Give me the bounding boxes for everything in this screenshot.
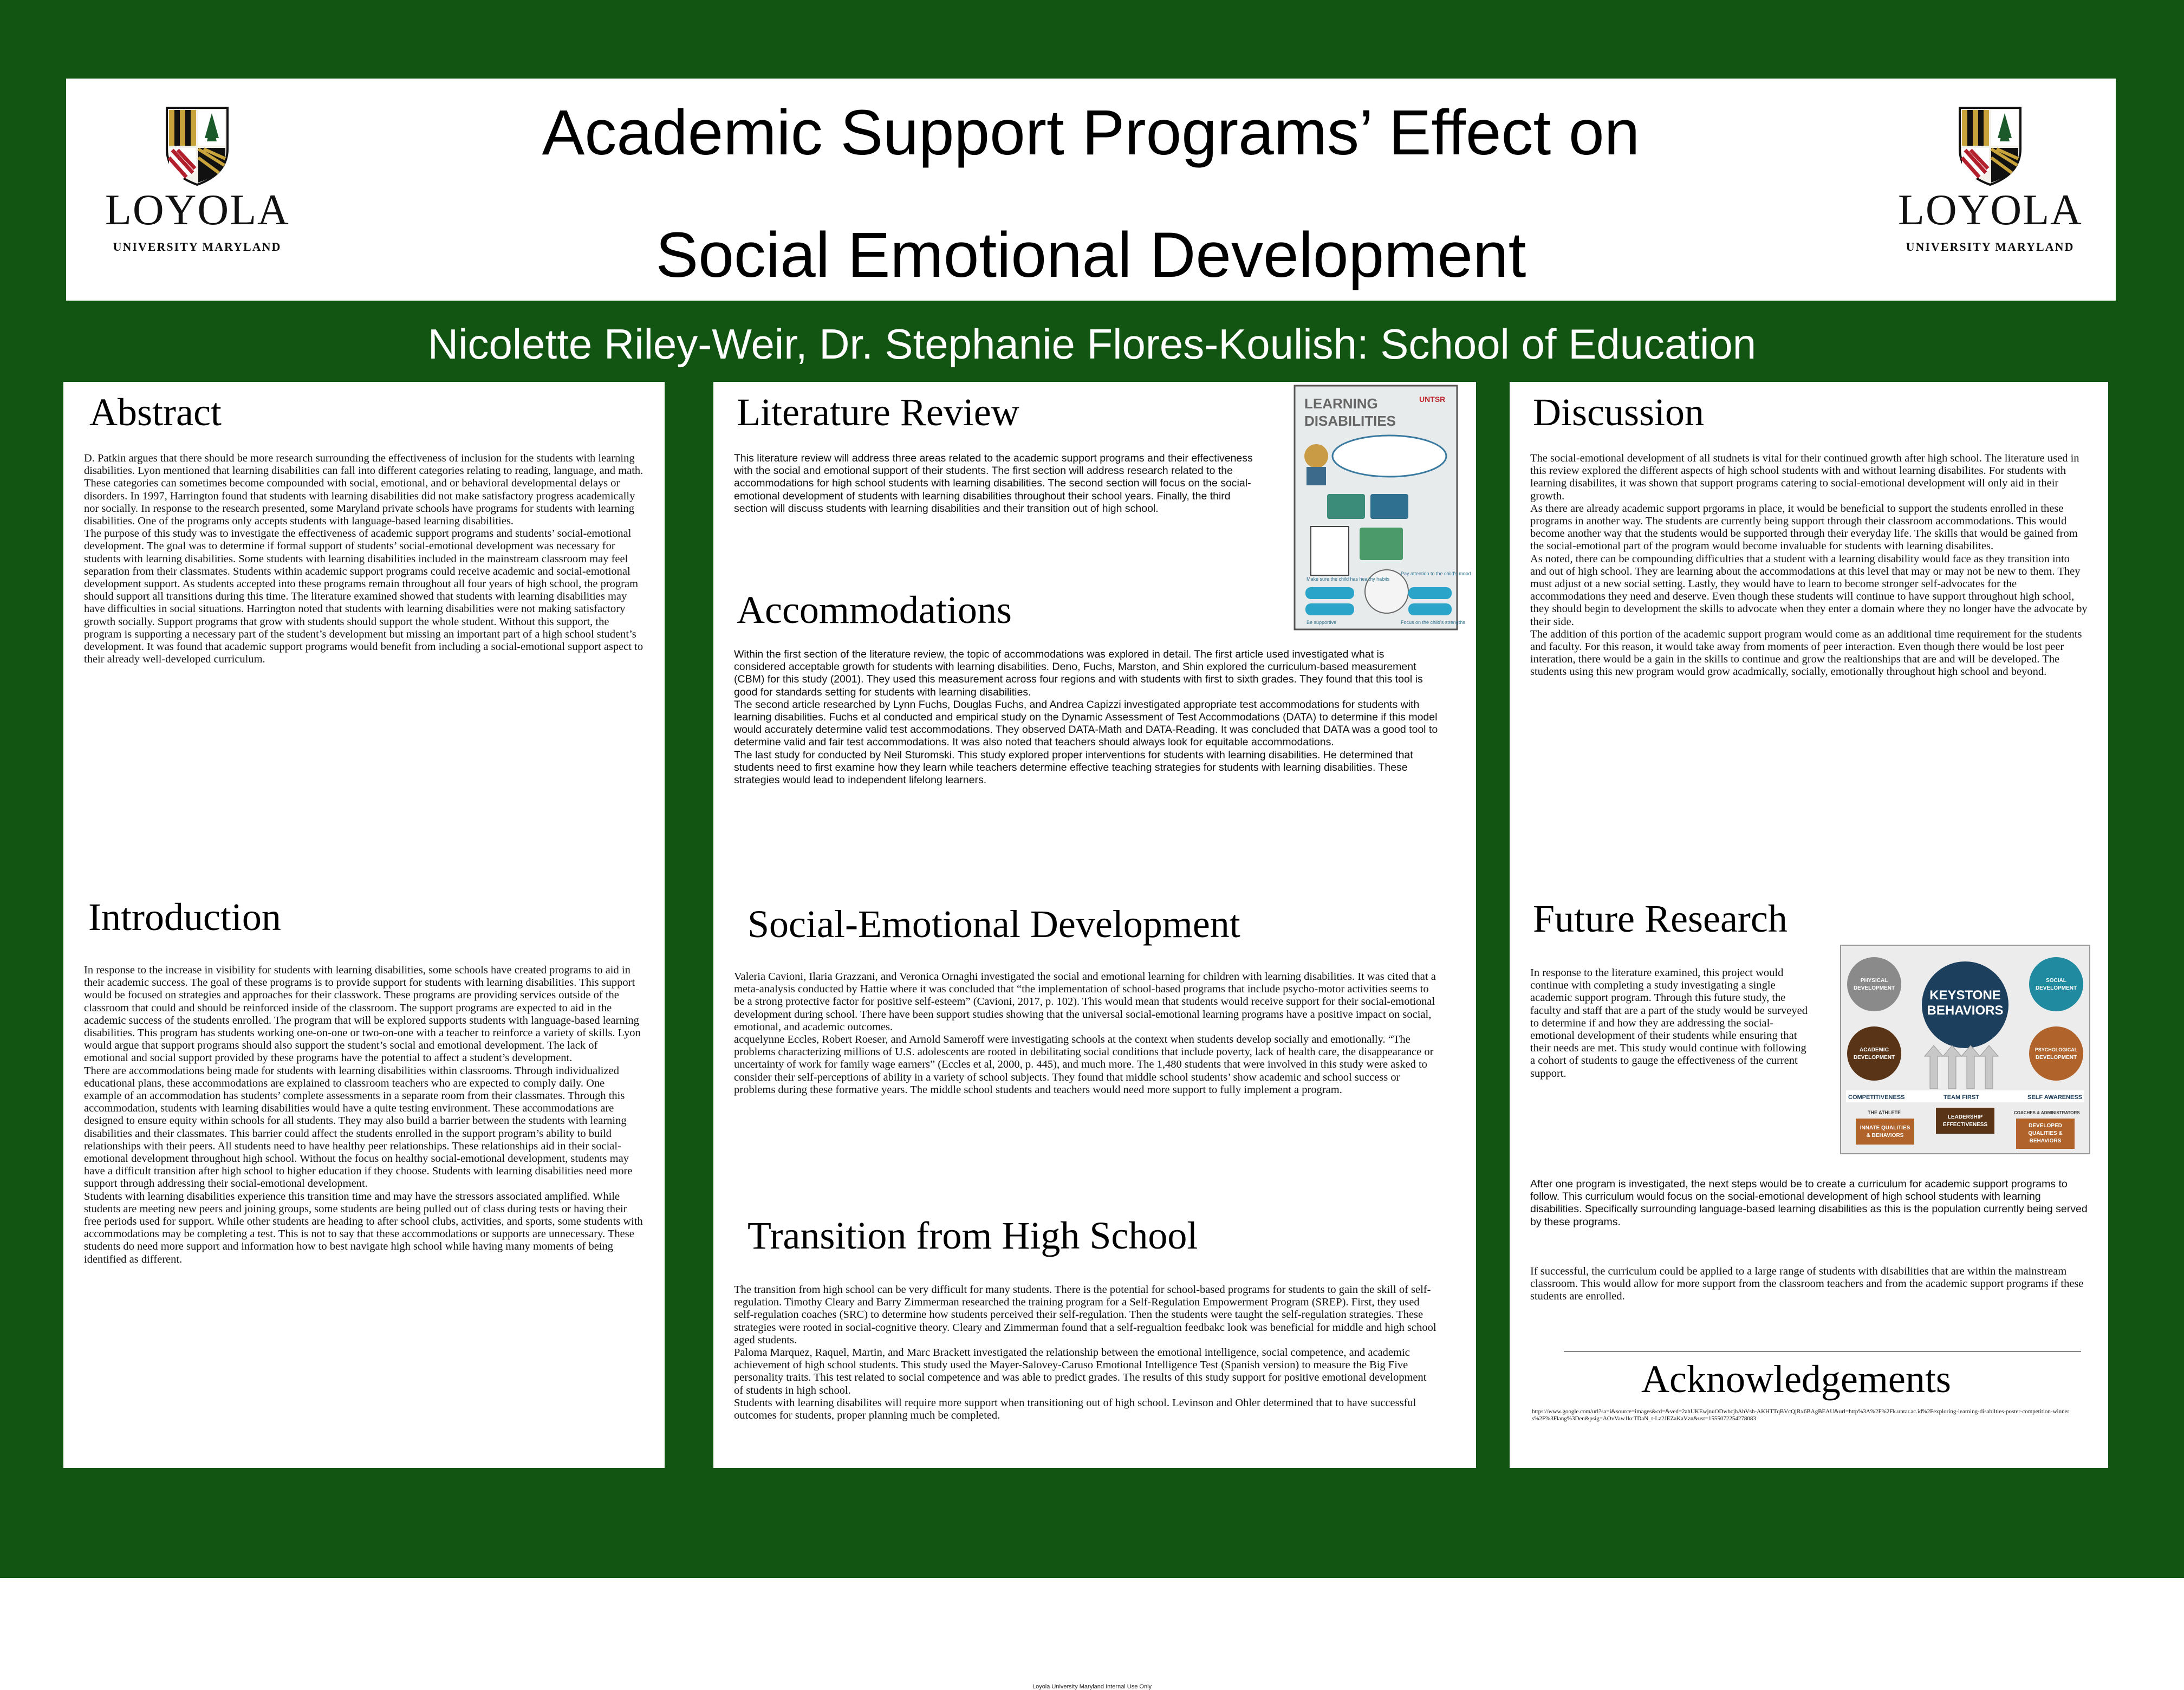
introduction-heading: Introduction: [88, 895, 281, 939]
future-research-paragraph: After one program is investigated, the next steps would be to create a curriculum for academic support programs to follow. This curriculum would focus on the social-emotional development of high school students with learning disabilities. Specifically surrounding language-based learning disabilities as this is the population currently being served by these programs.: [1530, 1178, 2088, 1228]
abstract-text: [84, 452, 645, 666]
keystone-coaches-label: COACHES & ADMINISTRATORS: [2014, 1110, 2080, 1115]
academic-development-circle: [1847, 1026, 1901, 1081]
psychological-label-2: DEVELOPMENT: [2035, 1055, 2077, 1061]
social-emotional-paragraph: acquelynne Eccles, Robert Roeser, and Arnold Sameroff were investigating schools at the context when students develop socially and emotionally. “The problems characterizing millions of U.S. adolescents are rooted in debilitating social conditions that include poverty, lack of health care, the disappearance or uncertainty of work for family wage earners” (Eccles et al, 2000, p. 445), and much more. The 1,480 students that were involved in this study were asked to consider their self-perceptions of ability in a variety of school subjects. They found that middle school students’ show academic and school success or problems during these formative years. The middle school students and teachers would need more support to fully implement a program.: [734, 1034, 1434, 1096]
title-banner: [66, 79, 2116, 301]
literature-review-text: [734, 452, 1254, 515]
introduction-paragraph: There are accommodations being made for students with learning disabilities within classrooms. Through individualized educational plans, these accommodations are explained to classroom teachers who are expected to comply daily. One example of an accommodation has students’ complete assessments in a separate room from their classmates. Through this accommodation, students with learning disabilities would have a quite testing environment. These accommodations are designed to ensure equity within schools for all students. They may also build a barrier between the students with learning disabilities and their classmates. This barrier could affect the students enrolled in the support program’s ability to build relationships with their peers. All students need to have healthy peer relationships. These relationships aid in their social-emotional development throughout high school. Without the focus on healthy social-emotional development, students may have a difficult transition after high school to higher education if they choose. Students with learning disabilities need more support through addressing their social-emotional development.: [84, 1064, 633, 1190]
leadership-box: [1936, 1108, 1994, 1134]
box3-line-1: DEVELOPED: [2029, 1123, 2062, 1129]
accommodations-text: [734, 648, 1438, 786]
accommodations-paragraph: The second article researched by Lynn Fuchs, Douglas Fuchs, and Andrea Capizzi investigated appropriate test accommodations for students with learning disabilities. Fuchs et al conducted and empirical study on the Dynamic Assessment of Test Accommodations (DATA) to determine if this model would accurately determine valid test accommodations. They observed DATA-Math and DATA-Reading. It was concluded that DATA was a good tool to determine valid and fair test accommodations. It was also noted that teachers should always look for equitable accommodations.: [734, 698, 1438, 749]
loyola-wordmark: LOYOLA: [105, 186, 290, 234]
acknowledgements-heading: Acknowledgements: [1641, 1357, 1951, 1401]
social-emotional-paragraph: Valeria Cavioni, Ilaria Grazzani, and Veronica Ornaghi investigated the social and emotional learning for children with learning disabilities. It was cited that a meta-analysis conducted by Hattie where it was concluded that “the implementation of school-based programs that include psycho-motor activities seems to be a strong protective factor for positive self-esteem” (Cavioni, 2017, p. 102). This would mean that students would receive support for their social-emotional development during school. There have been support studies showing that the universal social-emotional learning programs have a positive impact on social, emotional, and academic outcomes.: [734, 971, 1436, 1033]
abstract-heading: Abstract: [89, 391, 222, 434]
keystone-bar-mid: TEAM FIRST: [1943, 1094, 1979, 1101]
literature-review-heading: Literature Review: [737, 391, 1019, 434]
poster-footer: Loyola University Maryland Internal Use Only: [1032, 1683, 1152, 1690]
future-research-heading: Future Research: [1533, 897, 1787, 940]
discussion-heading: Discussion: [1533, 391, 1705, 434]
infographic-label: Pay attention to the child's mood: [1401, 571, 1471, 576]
future-research-intro: [1530, 967, 1812, 1080]
future-research-paragraph: In response to the literature examined, this project would continue with completing a study investigating a single academic support program. Through this future study, the faculty and staff that are a part of the study would be surveyed to determine if and how they are addressing the social-emotional development of their students while ensuring that their needs are met. This study would continue with following a cohort of students to gauge the effectiveness of the current support.: [1530, 967, 1808, 1080]
introduction-paragraph: Students with learning disabilities experience this transition time and may have the stressors associated amplified. While students are meeting new peers and joining groups, some students are being pulled out of class during tests or having their free periods used for support. While other students are heading to after school clubs, activities, and sports, some students with accommodations may be completing a test. This is not to say that these accommodations or supports are unnecessary. These students do need more support and information how to best navigate high school while having many moments of being identified as different.: [84, 1190, 643, 1265]
box2-line-1: LEADERSHIP: [1947, 1114, 1983, 1120]
introduction-text: [84, 964, 645, 1266]
infographic-brand: UNTSR: [1419, 395, 1446, 404]
future-research-text: [1530, 1178, 2088, 1228]
acknowledgements-text[interactable]: https://www.google.com/url?sa=i&source=images&cd=&ved=2ahUKEwjnuODwbcjhAhVsh-AKHTTqBVcQjRx6BAgBEAU&url=http%3A%2F%2Fk.untar.ac.id%2Fexploring-learning-disabilties-poster-competition-winners%2F%3Flang%3Den&psig=AOvVaw1kcTDaN_t-Lz2JEZaKaVzn&ust=1555072254278083: [1532, 1408, 2070, 1422]
acknowledgements-divider: [1564, 1351, 2081, 1352]
loyola-subtitle: UNIVERSITY MARYLAND: [113, 240, 282, 253]
loyola-subtitle: UNIVERSITY MARYLAND: [1906, 240, 2075, 253]
physical-label-1: PHYSICAL: [1860, 978, 1888, 984]
social-emotional-heading: Social-Emotional Development: [748, 902, 1240, 946]
infographic-title-2: DISABILITIES: [1304, 413, 1396, 429]
keystone-bar-left: COMPETITIVENESS: [1848, 1094, 1905, 1101]
academic-label-1: ACADEMIC: [1860, 1047, 1889, 1053]
poster-authors: Nicolette Riley-Weir, Dr. Stephanie Flores-Koulish: School of Education: [427, 320, 1757, 368]
transition-paragraph: Paloma Marquez, Raquel, Martin, and Marc Brackett investigated the relationship between the emotional intelligence, social competence, and academic achievement of high school students. This study used the Mayer-Salovey-Caruso Emotional Intelligence Test (Spanish version) to measure the Big Five personality traits. This test related to social competence and was able to predict grades. The results of this study support for positive emotional development of students in high school.: [734, 1347, 1427, 1396]
box3-line-2: QUALITIES &: [2028, 1130, 2063, 1136]
box1-line-1: INNATE QUALITIES: [1860, 1125, 1910, 1131]
discussion-paragraph: As there are already academic support prgorams in place, it would be beneficial to support the students enrolled in these programs in another way. The students are currently being support through their classroom accommodations. This would become another way that the students would be supported through their everyday life. The skills that would be gained from the social-emotional part of the program would become invaluable for students with learning disabilites.: [1530, 502, 2078, 552]
infographic-label: Make sure the child has healthy habits: [1306, 576, 1390, 582]
social-label-2: DEVELOPMENT: [2035, 985, 2077, 991]
keystone-center-line-2: BEHAVIORS: [1927, 1003, 2004, 1018]
keystone-center-line-1: KEYSTONE: [1929, 988, 2001, 1003]
academic-label-2: DEVELOPMENT: [1853, 1055, 1895, 1061]
abstract-paragraph: The purpose of this study was to investigate the effectiveness of academic support programs and students’ social-emotional development. The goal was to determine if formal support of students’ social-emotional development was necessary for students with learning disabilities. Some students with learning disabilities included in the mainstream classroom may feel separation from their classmates. Students within academic support programs could receive academic and social-emotional development support. As students accepted into these programs remain throughout all four years of high school, the program should support all transitions during this time. The literature examined showed that students with learning disabilities may have difficulties in social situations. Harrington noted that students with learning disabilities were not making satisfactory growth socially. Support programs that grow with students should support the whole student. Without this support, the program is supporting a necessary part of the student’s development but missing an important part of a high school student’s development. It was found that academic support programs would benefit from including a social-emotional support aspect to their already well-developed curriculum.: [84, 528, 644, 666]
transition-paragraph: The transition from high school can be very difficult for many students. There is the potential for school-based programs for students to gain the skill of self-regulation. Timothy Cleary and Barry Zimmerman researched the training program for a Self-Regulation Empowerment Program (SREP). First, they used self-regulation coaches (SRC) to determine how students perceived their self-regulation. Then the students were taught the self-regulation strategies. These strategies were rooted in social-cognitive theory. Cleary and Zimmerman found that a self-regualtion feedbakc look was beneficial for middle and high school aged students.: [734, 1284, 1436, 1346]
social-emotional-text: [734, 971, 1438, 1096]
discussion-paragraph: The social-emotional development of all studnets is vital for their continued growth after high school. The literature used in this review explored the different aspects of high school students with and without learning disabilites. For students with learning disabilites, it was shown that support programs catering to social-emotional development will only aid in their growth.: [1530, 452, 2079, 502]
innate-qualities-box: [1856, 1119, 1914, 1145]
psychological-label-1: PSYCHOLOGICAL: [2034, 1047, 2078, 1052]
psychological-development-circle: [2029, 1026, 2083, 1081]
loyola-crest-icon: [1958, 106, 2023, 187]
literature-review-paragraph: This literature review will address three areas related to the academic support programs and their effectiveness with the social and emotional support of their students. The first section will address research related to the accommodations for high school students with learning disabilities. The second section will focus on the social-emotional development of students with learning disabilities throughout their school years. Finally, the third section will discuss students with learning disabilities and their transition out of high school.: [734, 452, 1253, 515]
learning-disabilities-infographic: [1295, 386, 1471, 629]
keystone-athlete-label: THE ATHLETE: [1868, 1110, 1901, 1115]
loyola-wordmark: LOYOLA: [1898, 186, 2083, 234]
infographic-label: Focus on the child's strengths: [1401, 620, 1465, 625]
infographic-title-1: LEARNING: [1304, 395, 1378, 412]
loyola-logo-right: [1898, 106, 2082, 268]
poster-title-line-2: Social Emotional Development: [655, 219, 1526, 291]
infographic-label: Be supportive: [1306, 620, 1337, 625]
physical-development-circle: [1847, 957, 1901, 1011]
accommodations-paragraph: The last study for conducted by Neil Sturomski. This study explored proper interventions for students with learning disabilities. He determined that students need to first examine how they learn while teachers determine effective teaching strategies for students with learning disabilities. These strategies would lead to independent lifelong learners.: [734, 749, 1413, 786]
social-label-1: SOCIAL: [2046, 978, 2066, 984]
accommodations-paragraph: Within the first section of the literature review, the topic of accommodations was explored in detail. The first article used investigated what is considered acceptable growth for students with learning disabilities. Deno, Fuchs, Marston, and Shin explored the curriculum-based measurement (CBM) for this study (2001). They used this measurement across four regions and with students with first to sixth grades. They found that this tool is good for standards setting for students with learning disabilities.: [734, 648, 1423, 698]
box2-line-2: EFFECTIVENESS: [1942, 1122, 1988, 1128]
transition-heading: Transition from High School: [748, 1214, 1198, 1257]
speech-bubble: [1332, 435, 1446, 477]
discussion-paragraph: As noted, there can be compounding difficulties that a student with a learning disability would face as they transition into and out of high school. They are learning about the accommodations at this level that may or may not be new to them. They must adjust ot a new social setting. Lastly, they would have to learn to become stronger self-advocates for the accommodations they need and deserve. Even though these students will continue to have support throughout high school, they should begin to development the skills to advocate when they enter a domain where they no longer have the advocate by their side.: [1530, 552, 2088, 628]
accommodations-heading: Accommodations: [737, 588, 1012, 632]
abstract-paragraph: D. Patkin argues that there should be more research surrounding the effectiveness of inclusion for the students with learning disabilities. Lyon mentioned that learning disabilities can fall into different categories relating to reading, language, and math. These categories can sometimes become compounded with social, emotional, and or behavioral developmental delays or disorders. In 1997, Harrington found that students with learning disabilities did not make satisfactory progress academically nor socially. In response to the research presented, some Maryland private schools have programs for students with learning disabilities. One of the programs only accepts students with language-based learning disabilities.: [84, 452, 644, 528]
future-research-closing: [1530, 1265, 2088, 1303]
introduction-paragraph: In response to the increase in visibility for students with learning disabilities, some schools have created programs to aid in their academic success. The goal of these programs is to provide support for students with learning disabilities. This support would be focused on strategies and approaches for their classwork. These programs are providing services outside of the classroom that could and should be reinforced inside of the classroom. The support programs are expected to aid in the academic success of the students enrolled. The program that will be explored supports students with language-based learning disabilities. This program has students working one-on-one or two-on-one with a teacher to reinforce a variety of skills. Lyon would argue that support programs should also support the student’s social and emotional development. The lack of emotional and social support provided by these programs have the potential to affect a student’s development.: [84, 964, 641, 1064]
keystone-bar-right: SELF AWARENESS: [2027, 1094, 2083, 1101]
future-research-paragraph: If successful, the curriculum could be applied to a large range of students with disabilities that are within the mainstream classroom. This would allow for more support from the classroom teachers and from the academic support programs if these students are enrolled.: [1530, 1265, 2084, 1303]
box3-line-3: BEHAVIORS: [2029, 1138, 2062, 1144]
social-development-circle: [2029, 957, 2083, 1011]
student-icon: [1304, 444, 1328, 468]
transition-text: [734, 1284, 1438, 1422]
box1-line-2: & BEHAVIORS: [1866, 1133, 1904, 1139]
discussion-paragraph: The addition of this portion of the academic support program would come as an additional time requirement for the students and faculty. For this reason, it would take away from moments of peer interaction. Even though there would be lost peer interation, there would be a gain in the skills to continue and grow the realtionships that are and will be developed. The students using this new program would grow acadmically, socially, emotionally throughout high school and beyond.: [1530, 628, 2082, 678]
poster-title-line-1: Academic Support Programs’ Effect on: [542, 97, 1640, 168]
discussion-text: [1530, 452, 2088, 679]
keystone-behaviors-diagram: [1841, 945, 2090, 1154]
physical-label-2: DEVELOPMENT: [1853, 985, 1895, 991]
transition-paragraph: Students with learning disabilites will require more support when transitioning out of high school. Levinson and Ohler determined that to have successful outcomes for students, proper planning much be completed.: [734, 1396, 1416, 1422]
